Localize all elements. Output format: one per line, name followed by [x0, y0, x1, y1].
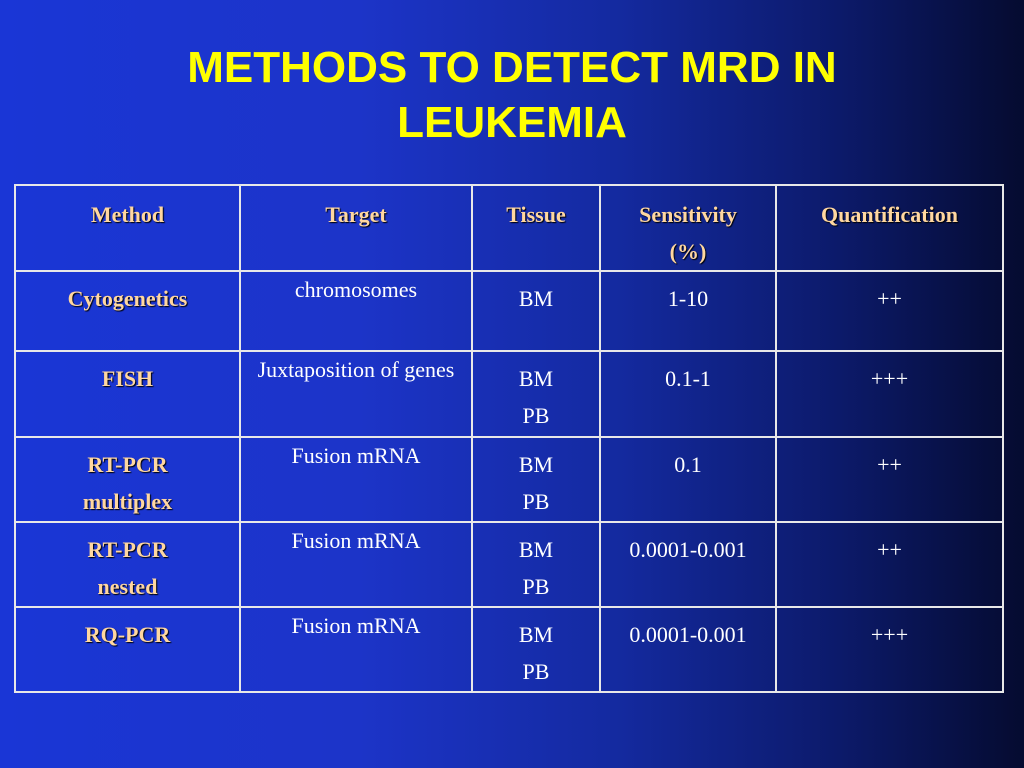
target-cell: Fusion mRNA — [240, 607, 472, 692]
tissue-line-1: BM — [518, 537, 554, 562]
slide-title-line-1: METHODS TO DETECT MRD IN — [187, 43, 837, 92]
tissue-line-2: PB — [522, 574, 550, 599]
method-cell — [15, 522, 240, 607]
quantification-cell: +++ — [776, 607, 1003, 692]
header-quantification: Quantification — [776, 185, 1003, 271]
tissue-line-2: PB — [522, 489, 550, 514]
quantification-cell: +++ — [776, 351, 1003, 437]
table-row — [15, 522, 1003, 607]
method-line-1: FISH — [101, 366, 154, 391]
method-cell — [15, 607, 240, 692]
quantification-cell: ++ — [776, 522, 1003, 607]
header-sensitivity — [600, 185, 776, 271]
method-line-2: nested — [97, 574, 158, 599]
method-cell — [15, 437, 240, 522]
header-target: Target — [240, 185, 472, 271]
tissue-cell — [472, 351, 600, 437]
tissue-cell — [472, 271, 600, 351]
tissue-line-1: BM — [518, 622, 554, 647]
tissue-line-2: PB — [522, 659, 550, 684]
method-line-1: RT-PCR — [87, 537, 168, 562]
tissue-line-1: BM — [518, 366, 554, 391]
slide-title-line-2: LEUKEMIA — [397, 98, 627, 147]
table-row — [15, 437, 1003, 522]
tissue-cell — [472, 522, 600, 607]
quantification-cell: ++ — [776, 271, 1003, 351]
tissue-line-1: BM — [518, 286, 554, 311]
tissue-cell — [472, 607, 600, 692]
sensitivity-cell: 1-10 — [600, 271, 776, 351]
header-method: Method — [15, 185, 240, 271]
method-line-1: Cytogenetics — [67, 286, 188, 311]
mrd-methods-table — [14, 184, 1004, 693]
table-row — [15, 607, 1003, 692]
table-row — [15, 351, 1003, 437]
tissue-cell — [472, 437, 600, 522]
target-cell: Juxtaposition of genes — [240, 351, 472, 437]
method-line-1: RQ-PCR — [84, 622, 171, 647]
method-cell — [15, 271, 240, 351]
sensitivity-cell: 0.0001-0.001 — [600, 607, 776, 692]
method-cell — [15, 351, 240, 437]
table-row — [15, 271, 1003, 351]
target-cell: chromosomes — [240, 271, 472, 351]
header-tissue: Tissue — [472, 185, 600, 271]
sensitivity-cell: 0.1-1 — [600, 351, 776, 437]
target-cell: Fusion mRNA — [240, 437, 472, 522]
slide-title — [0, 40, 1024, 150]
sensitivity-cell: 0.1 — [600, 437, 776, 522]
sensitivity-cell: 0.0001-0.001 — [600, 522, 776, 607]
target-cell: Fusion mRNA — [240, 522, 472, 607]
quantification-cell: ++ — [776, 437, 1003, 522]
tissue-line-1: BM — [518, 452, 554, 477]
header-sensitivity-line-1: Sensitivity — [639, 202, 737, 227]
method-line-2: multiplex — [82, 489, 173, 514]
table-header-row — [15, 185, 1003, 271]
header-sensitivity-line-2: (%) — [669, 239, 707, 264]
method-line-1: RT-PCR — [87, 452, 168, 477]
tissue-line-2: PB — [522, 403, 550, 428]
